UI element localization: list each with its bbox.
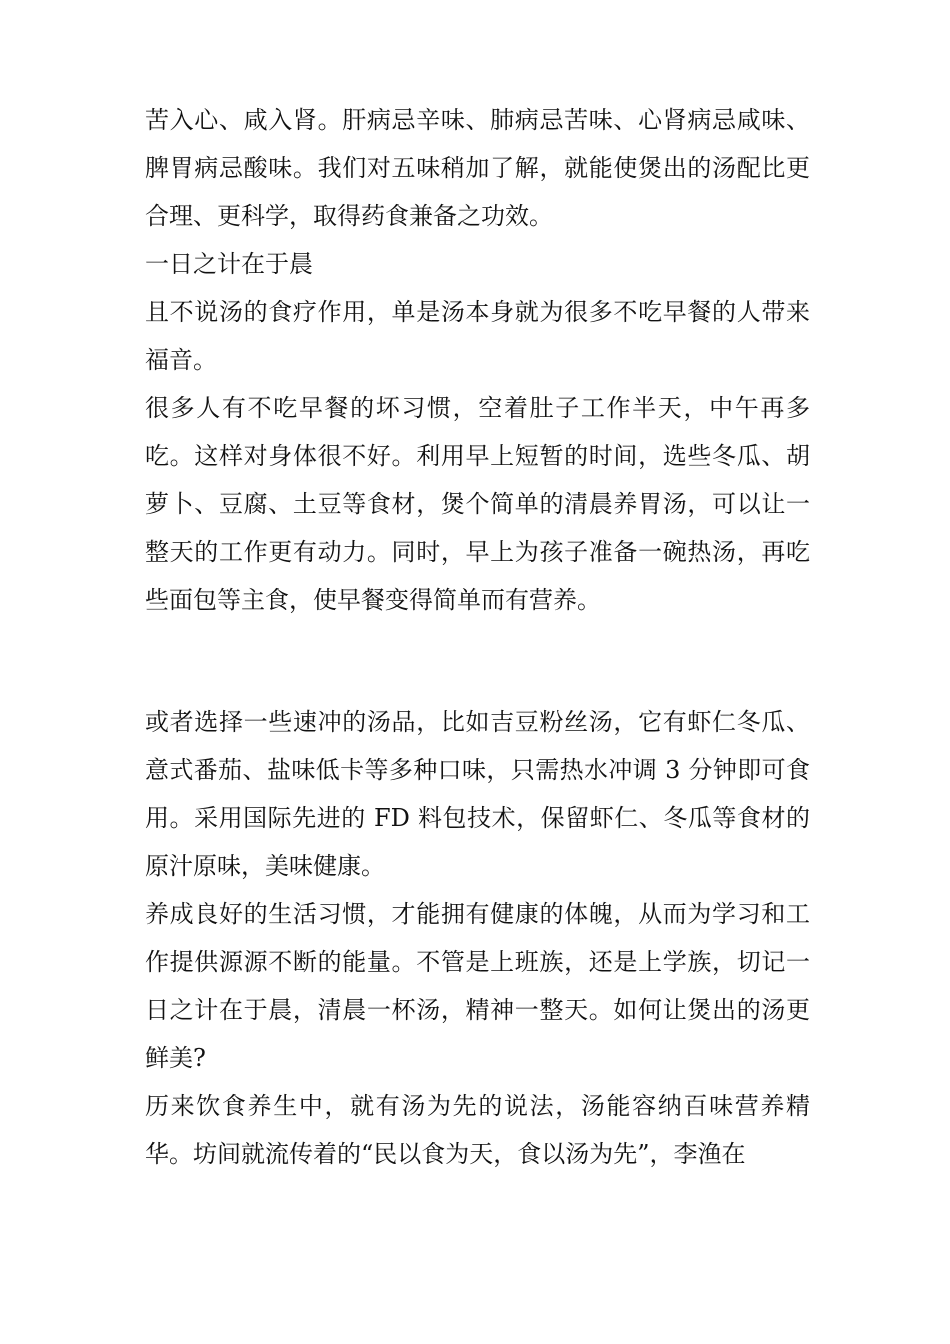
- section-heading-morning: 一日之计在于晨: [145, 250, 313, 278]
- paragraph-soup-first: 历来饮食养生中，就有汤为先的说法，汤能容纳百味营养精华。坊间就流传着的“民以食为天，食以汤为先”，李渔在: [145, 1092, 810, 1168]
- paragraph-instant-soup: 或者选择一些速冲的汤品，比如吉豆粉丝汤，它有虾仁冬瓜、意式番茄、盐味低卡等多种口味，只需热水冲调 3 分钟即可食用。采用国际先进的 FD 料包技术，保留虾仁、冬瓜等食材的原汁原味，美味健康。: [145, 708, 810, 880]
- paragraph-breakfast-habits: 很多人有不吃早餐的坏习惯，空着肚子工作半天，中午再多吃。这样对身体很不好。利用早上短暂的时间，选些冬瓜、胡萝卜、豆腐、土豆等食材，煲个简单的清晨养胃汤，可以让一整天的工作更有动力。同时，早上为孩子准备一碗热汤，再吃些面包等主食，使早餐变得简单而有营养。: [145, 394, 810, 614]
- paragraph-five-flavors: 苦入心、咸入肾。肝病忌辛味、肺病忌苦味、心肾病忌咸味、脾胃病忌酸味。我们对五味稍加了解，就能使煲出的汤配比更合理、更科学，取得药食兼备之功效。: [145, 106, 810, 230]
- paragraph-good-habits: 养成良好的生活习惯，才能拥有健康的体魄，从而为学习和工作提供源源不断的能量。不管是上班族，还是上学族，切记一日之计在于晨，清晨一杯汤，精神一整天。如何让煲出的汤更鲜美?: [145, 900, 810, 1072]
- paragraph-breakfast-intro: 且不说汤的食疗作用，单是汤本身就为很多不吃早餐的人带来福音。: [145, 298, 810, 374]
- text-block-bottom: [145, 698, 810, 1178]
- text-block-top: [145, 96, 810, 624]
